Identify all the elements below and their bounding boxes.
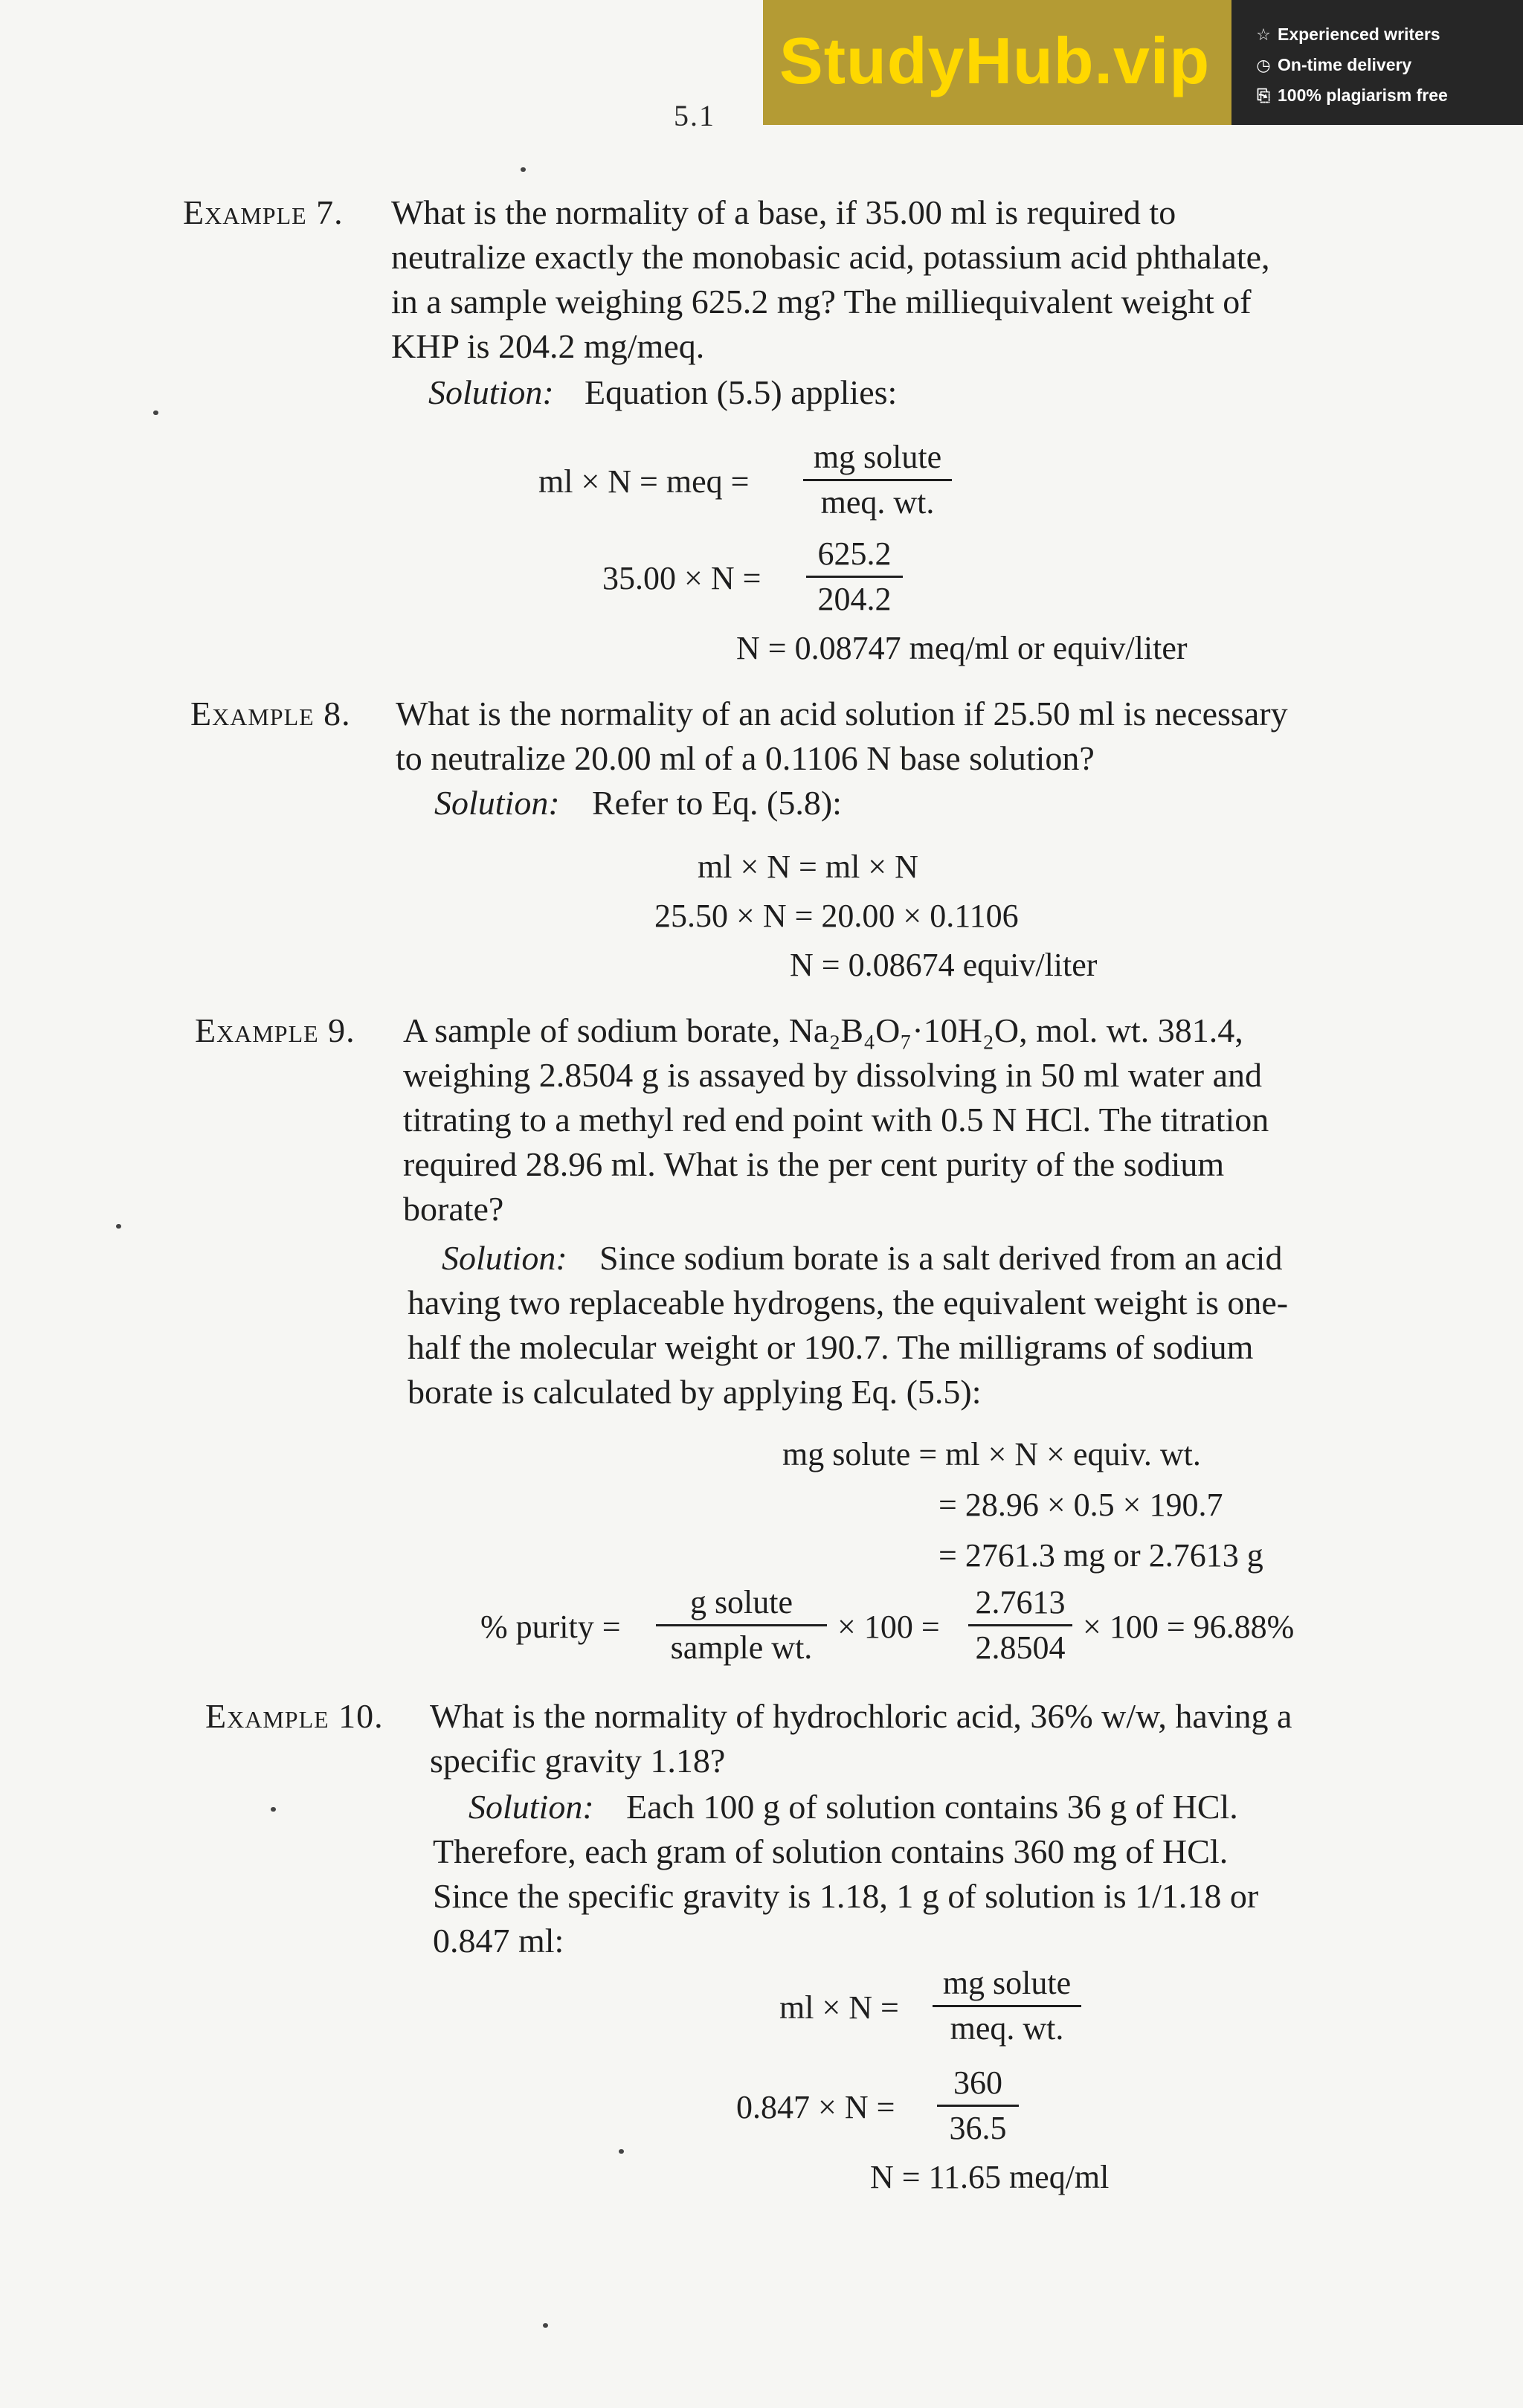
scan-speck xyxy=(116,1224,121,1229)
feature-list xyxy=(1254,19,1448,111)
document-check-icon: ⎘ xyxy=(1257,86,1270,105)
feature-item xyxy=(1254,50,1448,80)
equation: mg solute = ml × N × equiv. wt. xyxy=(782,1436,1201,1472)
equation: ml × N = ml × N xyxy=(698,849,918,885)
example-9-line: A sample of sodium borate, Na₂B₄O₇·10H₂O, mol. wt. 381.4, xyxy=(403,1011,1243,1049)
equation-result: N = 0.08747 meq/ml or equiv/liter xyxy=(736,630,1188,666)
banner-brand-panel[interactable] xyxy=(763,0,1231,125)
feature-label: Experienced writers xyxy=(1278,25,1440,44)
equation-left: 0.847 × N = xyxy=(736,2089,895,2125)
star-outline-icon: ☆ xyxy=(1256,25,1271,44)
solution-line: Since sodium borate is a salt derived from an acid xyxy=(599,1239,1283,1277)
example-8-line: What is the normality of an acid solution if 25.50 ml is necessary xyxy=(396,695,1288,733)
example-7-line: neutralize exactly the monobasic acid, potassium acid phthalate, xyxy=(391,238,1270,276)
section-number: 5.1 xyxy=(674,99,715,132)
feature-label: On-time delivery xyxy=(1278,55,1412,74)
denominator: 204.2 xyxy=(817,581,892,617)
solution-line: Each 100 g of solution contains 36 g of HCl. xyxy=(626,1788,1238,1826)
numerator: g solute xyxy=(656,1583,827,1626)
equation: = 28.96 × 0.5 × 190.7 xyxy=(938,1487,1223,1523)
feature-item xyxy=(1254,80,1448,111)
studyhub-banner[interactable] xyxy=(763,0,1523,125)
example-9-line: required 28.96 ml. What is the per cent purity of the sodium xyxy=(403,1145,1225,1183)
solution-label: Solution: xyxy=(434,784,560,822)
scan-speck xyxy=(521,167,526,172)
example-9-label: Example 9. xyxy=(195,1011,355,1049)
example-7-line: What is the normality of a base, if 35.00 ml is required to xyxy=(391,193,1176,231)
solution-line: having two replaceable hydrogens, the equivalent weight is one- xyxy=(408,1284,1289,1321)
fraction xyxy=(937,2063,1019,2148)
denominator: 36.5 xyxy=(949,2110,1007,2146)
denominator: meq. wt. xyxy=(950,2010,1064,2047)
equation-result: N = 0.08674 equiv/liter xyxy=(790,947,1098,983)
equation-operator: × 100 = xyxy=(837,1609,940,1645)
scan-speck xyxy=(271,1807,276,1812)
denominator: 2.8504 xyxy=(975,1629,1066,1666)
numerator: mg solute xyxy=(933,1963,1081,2007)
example-9-line: borate? xyxy=(403,1190,504,1228)
scan-speck xyxy=(543,2323,548,2328)
example-7-line: in a sample weighing 625.2 mg? The milliequivalent weight of xyxy=(391,283,1252,321)
fraction xyxy=(968,1583,1072,1668)
solution-line: half the molecular weight or 190.7. The milligrams of sodium xyxy=(408,1328,1254,1366)
banner-features-panel xyxy=(1231,0,1523,125)
equation-left: 35.00 × N = xyxy=(602,560,762,596)
scan-speck xyxy=(619,2149,624,2154)
solution-line: borate is calculated by applying Eq. (5.5): xyxy=(408,1373,982,1411)
equation: 25.50 × N = 20.00 × 0.1106 xyxy=(654,898,1019,934)
denominator: meq. wt. xyxy=(820,484,935,521)
clock-icon: ◷ xyxy=(1256,56,1271,74)
solution-line: Since the specific gravity is 1.18, 1 g of solution is 1/1.18 or xyxy=(433,1877,1259,1915)
solution-text: Refer to Eq. (5.8): xyxy=(592,784,842,822)
solution-text: Equation (5.5) applies: xyxy=(585,373,898,411)
example-10-line: specific gravity 1.18? xyxy=(430,1742,726,1780)
fraction xyxy=(933,1963,1081,2049)
equation: = 2761.3 mg or 2.7613 g xyxy=(938,1537,1263,1574)
example-7-label: Example 7. xyxy=(183,193,344,231)
example-9-line: titrating to a methyl red end point with 0.5 N HCl. The titration xyxy=(403,1101,1269,1139)
fraction xyxy=(806,534,903,619)
equation-left: ml × N = meq = xyxy=(538,463,750,500)
example-8-line: to neutralize 20.00 ml of a 0.1106 N base solution? xyxy=(396,739,1095,777)
numerator: 625.2 xyxy=(806,534,903,578)
example-8-label: Example 8. xyxy=(190,695,351,733)
numerator: mg solute xyxy=(803,437,952,481)
brand-logo[interactable]: StudyHub.vip xyxy=(779,24,1211,97)
denominator: sample wt. xyxy=(670,1629,813,1666)
solution-line: 0.847 ml: xyxy=(433,1922,564,1960)
example-7-line: KHP is 204.2 mg/meq. xyxy=(391,327,705,365)
numerator: 2.7613 xyxy=(968,1583,1072,1626)
fraction xyxy=(656,1583,827,1668)
equation-result: N = 11.65 meq/ml xyxy=(870,2159,1110,2195)
scan-speck xyxy=(153,411,158,415)
equation-left: ml × N = xyxy=(779,1989,899,2026)
example-10-line: What is the normality of hydrochloric acid, 36% w/w, having a xyxy=(430,1697,1292,1735)
purity-label: % purity = xyxy=(480,1609,621,1645)
example-9-line: weighing 2.8504 g is assayed by dissolving in 50 ml water and xyxy=(403,1056,1262,1094)
fraction xyxy=(803,437,952,523)
feature-item xyxy=(1254,19,1448,50)
solution-label: Solution: xyxy=(428,373,554,411)
example-10-label: Example 10. xyxy=(205,1697,384,1735)
solution-label: Solution: xyxy=(469,1788,594,1826)
equation-result: × 100 = 96.88% xyxy=(1083,1609,1295,1645)
feature-label: 100% plagiarism free xyxy=(1278,86,1448,105)
solution-label: Solution: xyxy=(442,1239,567,1277)
numerator: 360 xyxy=(937,2063,1019,2107)
solution-line: Therefore, each gram of solution contains 360 mg of HCl. xyxy=(433,1832,1229,1870)
